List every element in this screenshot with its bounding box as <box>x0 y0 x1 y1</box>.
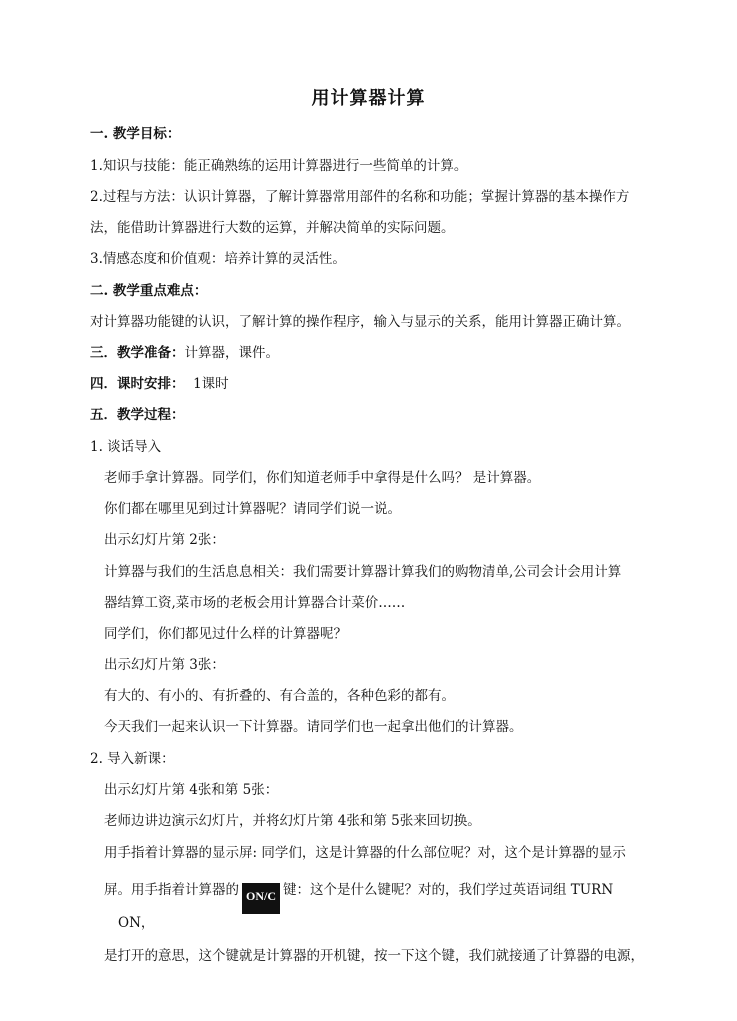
paragraph-line: 2.过程与方法：认识计算器，了解计算器常用部件的名称和功能；掌握计算器的基本操作方 <box>90 189 630 205</box>
paragraph-line: 1.知识与技能：能正确熟练的运用计算器进行一些简单的计算。 <box>90 158 468 174</box>
subheading-new-lesson: 2. 导入新课： <box>90 751 175 767</box>
preparation-text: 计算器，课件。 <box>184 345 279 361</box>
section-heading-process: 五．教学过程： <box>90 407 185 423</box>
paragraph-line: 出示幻灯片第 4张和第 5张： <box>104 782 279 798</box>
paragraph-line: 是打开的意思，这个键就是计算器的开机键，按一下这个键，我们就接通了计算器的电源， <box>104 948 644 964</box>
paragraph-line: 老师手拿计算器。同学们，你们知道老师手中拿得是什么吗？ 是计算器。 <box>104 470 541 486</box>
paragraph-line: 同学们，你们都见过什么样的计算器呢？ <box>104 626 347 642</box>
paragraph-line: 计算器与我们的生活息息相关：我们需要计算器计算我们的购物清单,公司会计会用计算 <box>104 564 622 580</box>
section-heading-preparation: 三．教学准备： <box>90 345 185 361</box>
document-title: 用计算器计算 <box>311 88 426 109</box>
paragraph-line: 出示幻灯片第 3张： <box>104 657 225 673</box>
paragraph-line: 对计算器功能键的认识，了解计算的操作程序，输入与显示的关系，能用计算器正确计算。 <box>90 314 630 330</box>
paragraph-text: 屏。用手指着计算器的 <box>104 882 239 898</box>
paragraph-text: 键：这个是什么键呢？对的，我们学过英语词组 TURN <box>283 882 614 898</box>
paragraph-line: 3.情感态度和价值观：培养计算的灵活性。 <box>90 251 346 267</box>
paragraph-line: 法，能借助计算器进行大数的运算，并解决简单的实际问题。 <box>90 220 455 236</box>
paragraph-line: 器结算工资,菜市场的老板会用计算器合计菜价…… <box>104 595 406 611</box>
paragraph-line: 你们都在哪里见到过计算器呢？请同学们说一说。 <box>104 501 401 517</box>
paragraph-line-with-key <box>104 880 613 914</box>
paragraph-line: 老师边讲边演示幻灯片，并将幻灯片第 4张和第 5张来回切换。 <box>104 813 481 829</box>
on-c-key-image: ON/C <box>242 883 280 914</box>
section-heading-objectives: 一. 教学目标： <box>90 126 181 142</box>
paragraph-line: ON， <box>118 915 155 931</box>
paragraph-line: 出示幻灯片第 2张： <box>104 532 225 548</box>
subheading-intro: 1. 谈话导入 <box>90 439 162 455</box>
paragraph-line: 有大的、有小的、有折叠的、有合盖的，各种色彩的都有。 <box>104 688 455 704</box>
schedule-line <box>90 374 229 394</box>
paragraph-line: 今天我们一起来认识一下计算器。请同学们也一起拿出他们的计算器。 <box>104 719 523 735</box>
preparation-line <box>90 343 279 363</box>
section-heading-schedule: 四．课时安排： <box>90 376 185 392</box>
section-heading-key-points: 二. 教学重点难点： <box>90 283 208 299</box>
paragraph-line: 用手指着计算器的显示屏: 同学们，这是计算器的什么部位呢？对，这个是计算器的显示 <box>104 845 626 861</box>
schedule-text: 1课时 <box>193 376 229 392</box>
